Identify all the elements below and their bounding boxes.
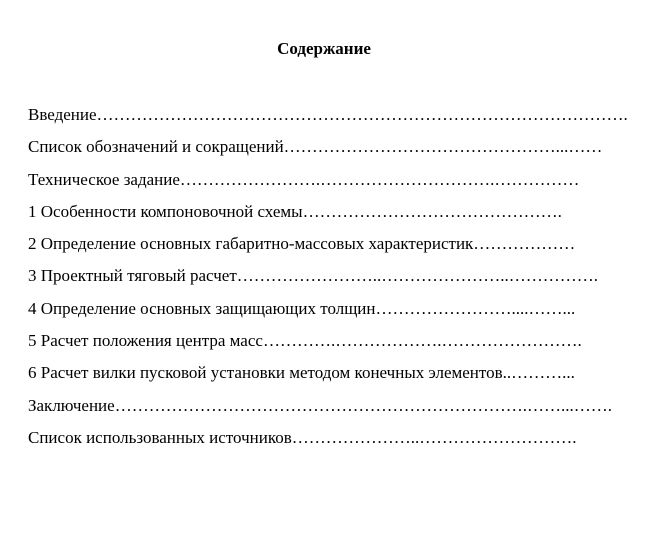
toc-entry-references: Список использованных источников…………………..……………………….: [28, 427, 577, 447]
toc-entry-introduction: Введение………………………………………………………………………………….: [28, 105, 628, 124]
toc-entry-abbreviations: Список обозначений и сокращений…………………………………………...……: [28, 137, 603, 157]
toc-entry-section-4: 4 Определение основных защищающих толщин……………………....……...: [28, 298, 576, 318]
toc-entry-technical-task: Техническое задание…………………….………………………….……………: [28, 169, 580, 189]
toc-entry-section-3: 3 Проектный тяговый расчет……………………..…………………..…………….: [28, 266, 599, 286]
toc-entry-conclusion: Заключение……………………………………………………………….……...…….: [28, 395, 612, 415]
page-title: Содержание: [277, 39, 371, 58]
toc-entry-section-6: 6 Расчет вилки пусковой установки методом конечных элементов..………...: [28, 363, 575, 383]
toc-entry-section-2: 2 Определение основных габаритно-массовых характеристик………………: [28, 234, 576, 254]
table-of-contents: [28, 104, 638, 459]
toc-entry-section-1: 1 Особенности компоновочной схемы……………………………………….: [28, 201, 562, 221]
toc-entry-section-5: 5 Расчет положения центра масс………….……………….…………………….: [28, 331, 582, 351]
